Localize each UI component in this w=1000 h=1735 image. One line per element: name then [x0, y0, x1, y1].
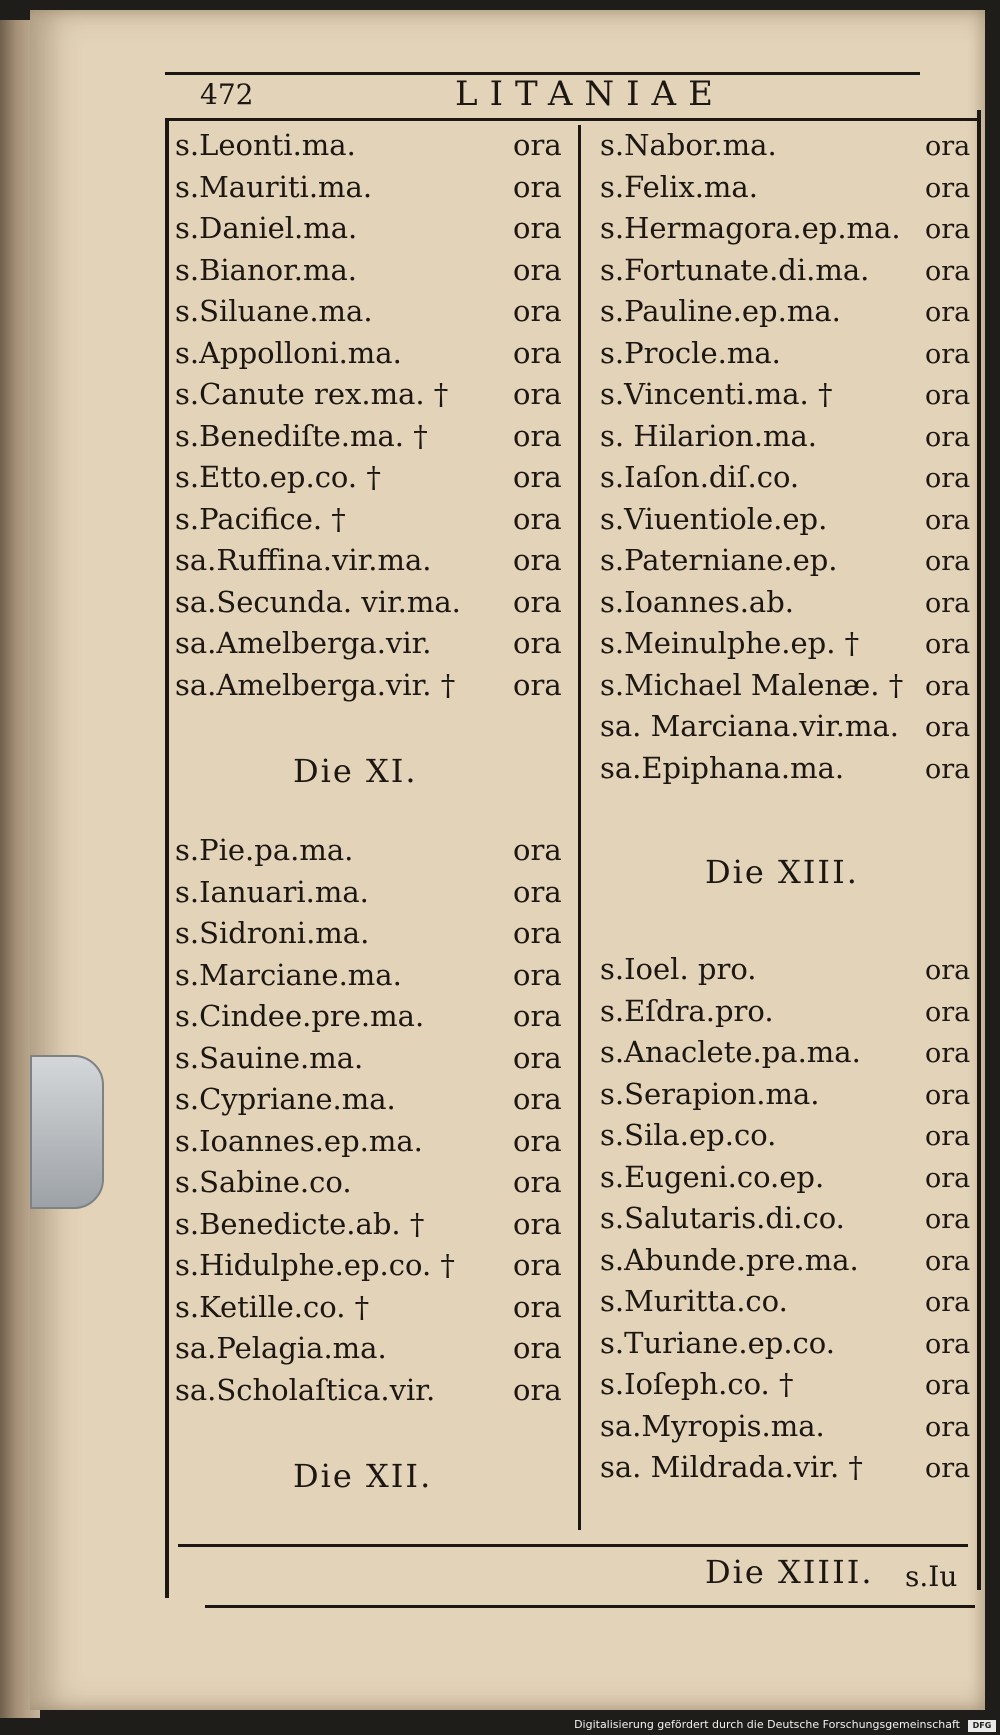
- ora-response: ora: [925, 1328, 971, 1360]
- ora-response: ora: [925, 297, 971, 328]
- saint-name: s.Hermagora.ep.ma.: [600, 211, 901, 245]
- litany-entry: [175, 875, 575, 917]
- litany-entry: [600, 1118, 975, 1160]
- saint-name: sa.Secunda. vir.ma.: [175, 584, 461, 619]
- ora-response: ora: [925, 1162, 971, 1194]
- day-heading: Die XIII.: [705, 853, 859, 891]
- litany-entry: [175, 460, 575, 502]
- litany-entry: [175, 1082, 575, 1124]
- litany-entry: [175, 626, 575, 668]
- saint-name: s.Iaſon.diſ.co.: [600, 460, 800, 494]
- ora-response: ora: [925, 955, 971, 986]
- ora-response: ora: [513, 294, 562, 328]
- litany-entry: [600, 1035, 975, 1077]
- saint-name: sa. Marciana.vir.ma.: [600, 709, 900, 743]
- litany-entry: [175, 336, 575, 378]
- litany-entry: [600, 543, 975, 585]
- saint-name: s.Eugeni.co.ep.: [600, 1159, 825, 1194]
- litany-entry: [600, 253, 975, 295]
- litany-entry: [600, 1284, 975, 1326]
- saint-name: s.Fortunate.di.ma.: [600, 252, 870, 287]
- litany-entry: [600, 336, 975, 378]
- ora-response: ora: [925, 587, 971, 619]
- saint-name: s.Pie.pa.ma.: [175, 833, 354, 867]
- litany-entry: [600, 585, 975, 627]
- litany-entry: [600, 128, 975, 170]
- saint-name: s.Procle.ma.: [600, 335, 781, 370]
- ora-response: ora: [513, 1082, 562, 1116]
- saint-name: s.Marciane.ma.: [175, 957, 402, 992]
- saint-name: s.Sabine.co.: [175, 1165, 352, 1199]
- ora-response: ora: [925, 421, 971, 453]
- litany-entry: [600, 709, 975, 751]
- ora-response: ora: [925, 1245, 971, 1277]
- saint-name: s.Ioſeph.co. †: [600, 1367, 794, 1401]
- saint-name: s.Hidulphe.ep.co. †: [175, 1248, 455, 1282]
- ora-response: ora: [925, 131, 971, 162]
- saint-name: s.Ioannes.ep.ma.: [175, 1123, 423, 1158]
- saint-name: s.Leonti.ma.: [175, 128, 356, 162]
- ora-response: ora: [513, 584, 562, 619]
- litany-entry: [175, 1248, 575, 1290]
- saint-name: sa.Myropis.ma.: [600, 1408, 825, 1443]
- ora-response: ora: [513, 1248, 562, 1282]
- left-column: [175, 128, 575, 1538]
- litany-entry: [600, 1409, 975, 1451]
- frame-right-rule: [977, 110, 981, 1590]
- litany-entry: [175, 1373, 575, 1415]
- saint-name: s.Siluane.ma.: [175, 294, 373, 328]
- saint-name: s.Etto.ep.co. †: [175, 460, 381, 494]
- ora-response: ora: [925, 214, 971, 245]
- litany-entry: [175, 833, 575, 875]
- saint-name: s. Hilarion.ma.: [600, 418, 817, 453]
- catchword: s.Iu: [905, 1560, 958, 1593]
- saint-name: s.Felix.ma.: [600, 169, 758, 204]
- footer-text: Digitalisierung gefördert durch die Deutsche Forschungsgemeinschaft: [574, 1718, 960, 1731]
- page-number: 472: [200, 78, 254, 111]
- saint-name: s.Cindee.pre.ma.: [175, 999, 425, 1033]
- ora-response: ora: [513, 1206, 562, 1241]
- ora-response: ora: [513, 874, 562, 909]
- ora-response: ora: [513, 377, 562, 411]
- litany-entry: [175, 211, 575, 253]
- ora-response: ora: [925, 712, 971, 743]
- litany-entry: [175, 294, 575, 336]
- page-clip: [30, 1055, 104, 1209]
- litany-entry: [175, 916, 575, 958]
- litany-entry: [600, 502, 975, 544]
- saint-name: s.Serapion.ma.: [600, 1076, 820, 1111]
- litany-entry: [600, 1367, 975, 1409]
- ora-response: ora: [925, 1370, 971, 1401]
- ora-response: ora: [513, 957, 562, 992]
- litany-entry: [175, 1124, 575, 1166]
- saint-name: s.Eſdra.pro.: [600, 993, 774, 1028]
- frame-left-rule: [165, 118, 169, 1598]
- litany-entry: [175, 128, 575, 170]
- footer: [0, 1718, 1000, 1735]
- ora-response: ora: [925, 172, 971, 204]
- litany-entry: [175, 419, 575, 461]
- bottom-rule: [178, 1544, 968, 1547]
- ora-response: ora: [513, 1289, 562, 1324]
- litany-entry: [600, 626, 975, 668]
- ora-response: ora: [513, 916, 562, 950]
- litany-entry: [175, 958, 575, 1000]
- ora-response: ora: [513, 1165, 562, 1199]
- column-divider: [578, 125, 581, 1530]
- litany-entry: [175, 253, 575, 295]
- ora-response: ora: [925, 996, 971, 1028]
- ora-response: ora: [925, 1079, 971, 1111]
- ora-response: ora: [513, 1372, 562, 1407]
- saint-name: s.Ioannes.ab.: [600, 584, 794, 619]
- saint-name: s.Michael Malenæ. †: [600, 667, 904, 702]
- saint-name: s.Ketille.co. †: [175, 1289, 370, 1324]
- ora-response: ora: [925, 338, 971, 370]
- saint-name: s.Pacifice. †: [175, 501, 346, 536]
- litany-entry: [600, 751, 975, 793]
- saint-name: s.Meinulphe.ep. †: [600, 626, 860, 660]
- saint-name: s.Anaclete.pa.ma.: [600, 1035, 861, 1069]
- saint-name: s.Muritta.co.: [600, 1284, 788, 1318]
- saint-name: s.Sauine.ma.: [175, 1040, 364, 1075]
- litany-entry: [175, 1165, 575, 1207]
- litany-entry: [175, 999, 575, 1041]
- litany-entry: [600, 1077, 975, 1119]
- litany-entry: [600, 460, 975, 502]
- ora-response: ora: [925, 670, 971, 702]
- ora-response: ora: [925, 504, 971, 536]
- saint-name: sa.Amelberga.vir. †: [175, 667, 456, 702]
- ora-response: ora: [513, 335, 562, 370]
- saint-name: s.Vincenti.ma. †: [600, 377, 833, 411]
- ora-response: ora: [513, 211, 562, 245]
- dfg-logo: DFG: [968, 1720, 996, 1732]
- saint-name: s.Appolloni.ma.: [175, 335, 402, 370]
- saint-name: s.Cypriane.ma.: [175, 1082, 396, 1116]
- litany-entry: [175, 1207, 575, 1249]
- saint-name: s.Daniel.ma.: [175, 211, 358, 245]
- day-heading: Die XI.: [293, 752, 418, 790]
- saint-name: s.Nabor.ma.: [600, 128, 777, 162]
- saint-name: s.Abunde.pre.ma.: [600, 1242, 859, 1277]
- litany-entry: [175, 170, 575, 212]
- ora-response: ora: [513, 418, 562, 453]
- running-title: LITANIAE: [455, 74, 725, 114]
- litany-entry: [175, 543, 575, 585]
- ora-response: ora: [513, 501, 562, 536]
- saint-name: s.Sidroni.ma.: [175, 916, 370, 950]
- ora-response: ora: [925, 463, 971, 494]
- ora-response: ora: [925, 380, 971, 411]
- header-sub-rule: [165, 118, 977, 121]
- saint-name: sa.Epiphana.ma.: [600, 750, 845, 785]
- ora-response: ora: [925, 1121, 971, 1152]
- ora-response: ora: [513, 1040, 562, 1075]
- saint-name: sa.Pelagia.ma.: [175, 1331, 387, 1365]
- saint-name: sa.Scholaſtica.vir.: [175, 1372, 436, 1407]
- litany-entry: [600, 1326, 975, 1368]
- day-heading: Die XIIII.: [705, 1552, 874, 1591]
- day-heading: Die XII.: [293, 1457, 433, 1495]
- ora-response: ora: [925, 1204, 971, 1235]
- saint-name: s.Salutaris.di.co.: [600, 1201, 845, 1235]
- litany-entry: [600, 994, 975, 1036]
- saint-name: s.Mauriti.ma.: [175, 169, 373, 204]
- saint-name: sa.Amelberga.vir.: [175, 626, 432, 660]
- saint-name: s.Ianuari.ma.: [175, 874, 369, 909]
- saint-name: s.Viuentiole.ep.: [600, 501, 828, 536]
- ora-response: ora: [925, 255, 971, 287]
- ora-response: ora: [925, 1411, 971, 1443]
- saint-name: s.Bianor.ma.: [175, 252, 358, 287]
- ora-response: ora: [513, 999, 562, 1033]
- litany-entry: [175, 1041, 575, 1083]
- litany-entry: [600, 1201, 975, 1243]
- litany-entry: [600, 211, 975, 253]
- ora-response: ora: [513, 626, 562, 660]
- litany-entry: [600, 377, 975, 419]
- saint-name: sa.Ruffina.vir.ma.: [175, 543, 432, 577]
- litany-entry: [600, 952, 975, 994]
- ora-response: ora: [925, 753, 971, 785]
- saint-name: s.Canute rex.ma. †: [175, 377, 449, 411]
- ora-response: ora: [925, 1038, 971, 1069]
- saint-name: s.Benedicte.ab. †: [175, 1206, 425, 1241]
- ora-response: ora: [513, 460, 562, 494]
- saint-name: s.Pauline.ep.ma.: [600, 294, 841, 328]
- litany-entry: [600, 1450, 975, 1492]
- litany-entry: [175, 668, 575, 710]
- ora-response: ora: [513, 1123, 562, 1158]
- ora-response: ora: [513, 543, 562, 577]
- saint-name: sa. Mildrada.vir. †: [600, 1450, 863, 1484]
- ora-response: ora: [513, 833, 562, 867]
- litany-entry: [600, 668, 975, 710]
- ora-response: ora: [925, 629, 971, 660]
- ora-response: ora: [513, 667, 562, 702]
- ora-response: ora: [513, 252, 562, 287]
- bottom-rule-lower: [205, 1605, 975, 1608]
- ora-response: ora: [513, 169, 562, 204]
- litany-entry: [175, 1331, 575, 1373]
- right-column: [600, 128, 975, 1652]
- litany-entry: [175, 1290, 575, 1332]
- saint-name: s.Ioel. pro.: [600, 952, 757, 986]
- litany-entry: [600, 294, 975, 336]
- saint-name: s.Sila.ep.co.: [600, 1118, 777, 1152]
- ora-response: ora: [513, 1331, 562, 1365]
- saint-name: s.Paterniane.ep.: [600, 543, 838, 577]
- saint-name: s.Benediſte.ma. †: [175, 418, 428, 453]
- litany-entry: [600, 1160, 975, 1202]
- litany-entry: [175, 585, 575, 627]
- ora-response: ora: [925, 1453, 971, 1484]
- litany-entry: [175, 502, 575, 544]
- litany-entry: [600, 170, 975, 212]
- litany-entry: [175, 377, 575, 419]
- ora-response: ora: [925, 1287, 971, 1318]
- litany-entry: [600, 419, 975, 461]
- litany-entry: [600, 1243, 975, 1285]
- ora-response: ora: [513, 128, 562, 162]
- saint-name: s.Turiane.ep.co.: [600, 1325, 835, 1360]
- ora-response: ora: [925, 546, 971, 577]
